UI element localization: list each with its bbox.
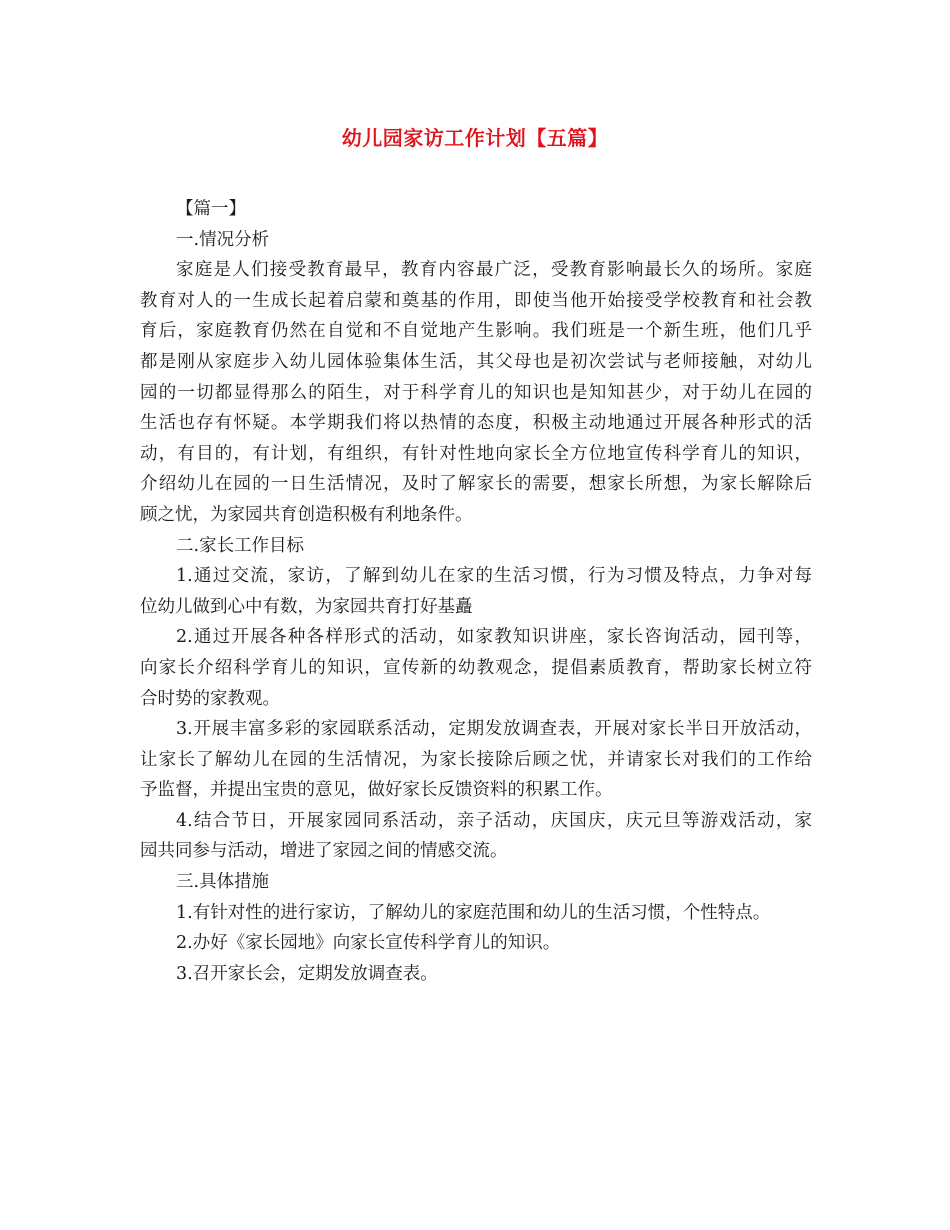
paragraph-line: 让家长了解幼儿在园的生活情况，为家长接除后顾之忧，并请家长对我们的工作给 (140, 749, 812, 770)
paragraph-line: 教育对人的一生成长起着启蒙和奠基的作用，即使当他开始接受学校教育和社会教 (140, 290, 812, 311)
document-body (140, 194, 812, 989)
paragraph-line: 1.通过交流，家访，了解到幼儿在家的生活习惯，行为习惯及特点，力争对每 (176, 566, 812, 587)
paragraph-line: 2.通过开展各种各样形式的活动，如家教知识讲座，家长咨询活动，园刊等， (176, 627, 812, 648)
heading-specific-measures: 三.具体措施 (176, 872, 270, 893)
paragraph-line: 4.结合节日，开展家园同系活动，亲子活动，庆国庆，庆元旦等游戏活动，家 (176, 810, 812, 831)
paragraph-line: 都是刚从家庭步入幼儿园体验集体生活，其父母也是初次尝试与老师接触，对幼儿 (140, 351, 812, 372)
measures-list (140, 898, 812, 990)
paragraph-line: 向家长介绍科学育儿的知识，宣传新的幼教观念，提倡素质教育，帮助家长树立符 (140, 657, 812, 678)
document-title: 幼儿园家访工作计划【五篇】 (341, 126, 609, 150)
measure-item: 1.有针对性的进行家访，了解幼儿的家庭范围和幼儿的生活习惯，个性特点。 (176, 902, 771, 923)
paragraph-line: 3.开展丰富多彩的家园联系活动，定期发放调查表，开展对家长半日开放活动， (176, 719, 812, 740)
measure-item: 2.办好《家长园地》向家长宣传科学育儿的知识。 (176, 933, 561, 954)
heading-parent-work-goals: 二.家长工作目标 (176, 535, 305, 556)
section-label: 【篇一】 (176, 199, 246, 219)
paragraph-line: 动，有目的，有计划，有组织，有针对性地向家长全方位地宣传科学育儿的知识， (140, 443, 812, 464)
paragraph-line: 介绍幼儿在园的一日生活情况，及时了解家长的需要，想家长所想，为家长解除后 (140, 474, 812, 495)
paragraph-line: 合时势的家教观。 (140, 688, 280, 709)
paragraph-situation (140, 255, 812, 530)
goal-item-1 (140, 561, 812, 622)
paragraph-line: 育后，家庭教育仍然在自觉和不自觉地产生影响。我们班是一个新生班，他们几乎 (140, 321, 812, 342)
heading-situation-analysis: 一.情况分析 (176, 229, 270, 250)
paragraph-line: 园的一切都显得那么的陌生，对于科学育儿的知识也是知知甚少，对于幼儿在园的 (140, 382, 812, 403)
goal-item-4 (140, 806, 812, 867)
goal-item-3 (140, 714, 812, 806)
paragraph-line: 家庭是人们接受教育最早，教育内容最广泛，受教育影响最长久的场所。家庭 (176, 260, 812, 281)
goal-item-2 (140, 622, 812, 714)
paragraph-line: 予监督，并提出宝贵的意见，做好家长反馈资料的积累工作。 (140, 780, 613, 801)
paragraph-line: 生活也存有怀疑。本学期我们将以热情的态度，积极主动地通过开展各种形式的活 (140, 413, 812, 434)
measure-item: 3.召开家长会，定期发放调查表。 (176, 963, 438, 984)
paragraph-line: 顾之忧，为家园共育创造积极有利地条件。 (140, 504, 473, 525)
paragraph-line: 园共同参与活动，增进了家园之间的情感交流。 (140, 841, 508, 862)
paragraph-line: 位幼儿做到心中有数，为家园共育打好基矗 (140, 596, 473, 617)
